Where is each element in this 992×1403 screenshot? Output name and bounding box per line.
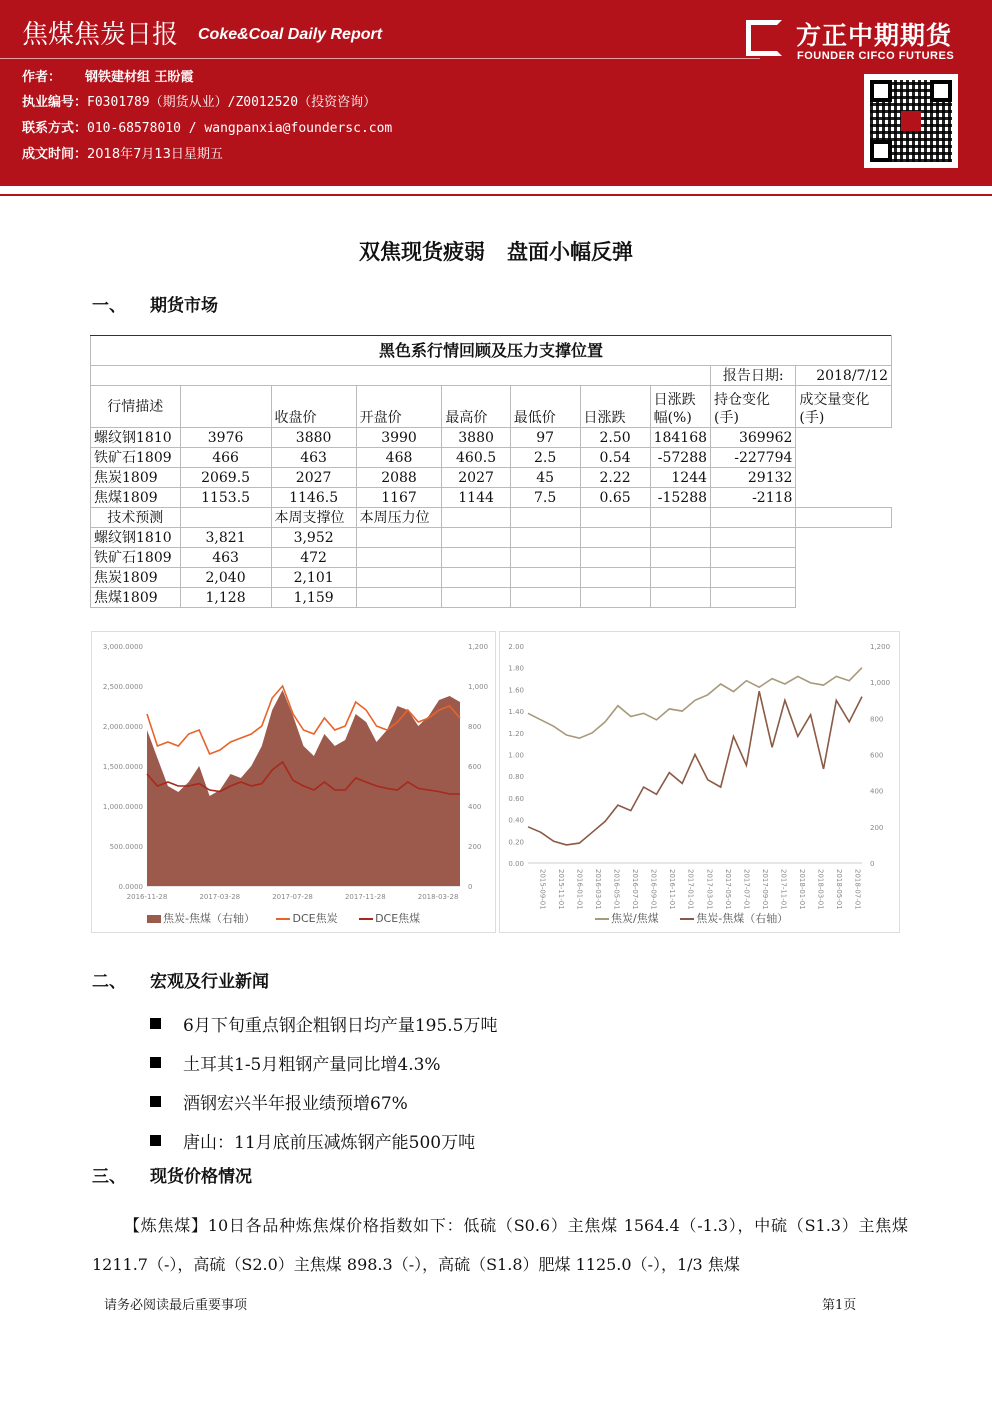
cell-value: 1167 bbox=[356, 488, 442, 508]
table-row bbox=[91, 448, 892, 468]
cell-value: 3,952 bbox=[271, 528, 356, 548]
bullet-icon bbox=[150, 1057, 161, 1068]
y-tick-label: 400 bbox=[870, 787, 884, 796]
series-area bbox=[147, 690, 460, 886]
column-header: 本周压力位 bbox=[356, 508, 442, 528]
cell-value: 468 bbox=[356, 448, 442, 468]
company-name-cn: 方正中期期货 bbox=[796, 21, 953, 50]
bullet-icon bbox=[150, 1018, 161, 1029]
empty-cell bbox=[356, 588, 442, 608]
chart-coke-coal-ratio bbox=[499, 631, 900, 933]
cell-value: 369962 bbox=[711, 428, 796, 448]
empty-cell bbox=[650, 588, 710, 608]
y-tick-label: 0.20 bbox=[508, 838, 524, 847]
cell-value: 2027 bbox=[442, 468, 510, 488]
y-tick-label: 0.60 bbox=[508, 794, 524, 803]
x-tick-label: 2016-07-01 bbox=[631, 869, 640, 910]
legend-item: 焦炭-焦煤（右轴） bbox=[147, 912, 255, 925]
y-tick-label: 500.0000 bbox=[109, 843, 143, 851]
table-title: 黑色系行情回顾及压力支撑位置 bbox=[91, 336, 892, 366]
section-label: 期货市场 bbox=[150, 296, 218, 316]
x-tick-label: 2016-11-01 bbox=[668, 869, 677, 910]
report-date-value: 2018/7/12 bbox=[796, 366, 892, 386]
news-list bbox=[150, 1004, 497, 1160]
x-tick-label: 2016-01-01 bbox=[575, 869, 584, 910]
empty-cell bbox=[711, 528, 796, 548]
cell-value: 3990 bbox=[356, 428, 442, 448]
report-header bbox=[0, 0, 992, 186]
cell-value: 1144 bbox=[442, 488, 510, 508]
news-item: 酒钢宏兴半年报业绩预增67% bbox=[150, 1082, 497, 1121]
y-tick-label: 0.80 bbox=[508, 773, 524, 782]
table-row bbox=[91, 568, 892, 588]
column-header: 最低价 bbox=[510, 386, 580, 428]
empty-cell bbox=[796, 508, 892, 528]
y-tick-label: 0.00 bbox=[508, 860, 524, 868]
x-tick-label: 2017-09-01 bbox=[760, 869, 769, 910]
empty-cell bbox=[442, 568, 510, 588]
contract-name: 焦炭1809 bbox=[91, 468, 181, 488]
x-tick-label: 2018-07-01 bbox=[853, 869, 862, 910]
empty-cell bbox=[510, 508, 580, 528]
empty-cell bbox=[711, 508, 796, 528]
date-value: 2018年7月13日星期五 bbox=[87, 147, 223, 162]
legend-item: DCE焦炭 bbox=[276, 912, 337, 925]
column-header: 成交量变化(手) bbox=[796, 386, 892, 428]
cell-value: 466 bbox=[180, 448, 271, 468]
contract-name: 焦煤1809 bbox=[91, 588, 181, 608]
column-header: 本周支撑位 bbox=[271, 508, 356, 528]
news-item: 唐山：11月底前压减炼钢产能500万吨 bbox=[150, 1121, 497, 1160]
footer-note: 请务必阅读最后重要事项 bbox=[104, 1298, 248, 1313]
cell-value: 45 bbox=[510, 468, 580, 488]
legend-item: 焦炭/焦煤 bbox=[595, 912, 659, 925]
section-heading-futures bbox=[92, 291, 218, 316]
section-number: 三、 bbox=[92, 1167, 126, 1187]
cell-value: 2088 bbox=[356, 468, 442, 488]
y-tick-label: 1.40 bbox=[508, 708, 524, 717]
y-tick-label: 3,000.0000 bbox=[102, 643, 143, 651]
cell-value: 1153.5 bbox=[180, 488, 271, 508]
license-value: F0301789（期货从业）/Z0012520（投资咨询） bbox=[87, 95, 377, 110]
spot-price-paragraph: 【炼焦煤】10日各品种炼焦煤价格指数如下：低硫（S0.6）主焦煤 1564.4（-1.3），中硫（S1.3）主焦煤 1211.7（-），高硫（S2.0）主焦煤 898.3（-），高硫（S1.8）肥煤 1125.0（-），1/3 焦煤 bbox=[92, 1216, 908, 1274]
author-line bbox=[22, 66, 194, 85]
section-heading-news bbox=[92, 967, 269, 992]
cell-value: 2.5 bbox=[510, 448, 580, 468]
header-divider bbox=[0, 58, 760, 59]
y-tick-label: 2,000.0000 bbox=[102, 723, 143, 731]
x-tick-label: 2016-11-28 bbox=[126, 893, 168, 901]
cell-value: 1,128 bbox=[180, 588, 271, 608]
empty-cell bbox=[510, 588, 580, 608]
report-title-cn: 焦煤焦炭日报 bbox=[22, 20, 179, 50]
bullet-icon bbox=[150, 1096, 161, 1107]
cell-value: 184168 bbox=[650, 428, 710, 448]
contact-value: 010-68578010 / wangpanxia@foundersc.com bbox=[87, 121, 393, 136]
x-tick-label: 2017-07-01 bbox=[742, 869, 751, 910]
column-header: 开盘价 bbox=[356, 386, 442, 428]
x-tick-label: 2018-03-28 bbox=[417, 893, 459, 901]
cell-value: 0.65 bbox=[580, 488, 650, 508]
contact-line bbox=[22, 117, 392, 136]
empty-cell bbox=[711, 588, 796, 608]
table-row bbox=[91, 588, 892, 608]
y-tick-label: 600 bbox=[468, 763, 482, 771]
y-tick-label: 1,200 bbox=[468, 643, 489, 651]
x-tick-label: 2017-07-28 bbox=[272, 893, 313, 901]
news-item: 6月下旬重点钢企粗钢日均产量195.5万吨 bbox=[150, 1004, 497, 1043]
cell-value: 2.50 bbox=[580, 428, 650, 448]
chart2-legend bbox=[595, 910, 806, 926]
empty-cell bbox=[442, 588, 510, 608]
cell-value: 1,159 bbox=[271, 588, 356, 608]
x-tick-label: 2017-01-01 bbox=[686, 869, 695, 910]
x-tick-label: 2016-03-01 bbox=[593, 869, 602, 910]
chart-coke-coal-spread bbox=[91, 631, 496, 933]
chart1-svg bbox=[92, 632, 497, 934]
table-row bbox=[91, 428, 892, 448]
y-tick-label: 1.00 bbox=[508, 751, 524, 760]
y-tick-label: 200 bbox=[468, 843, 482, 851]
y-tick-label: 1.20 bbox=[508, 729, 524, 738]
y-tick-label: 1,000 bbox=[870, 679, 891, 688]
cell-value: 7.5 bbox=[510, 488, 580, 508]
cell-value: -227794 bbox=[711, 448, 796, 468]
legend-item: 焦炭-焦煤（右轴） bbox=[680, 912, 788, 925]
x-tick-label: 2016-05-01 bbox=[612, 869, 621, 910]
section-number: 二、 bbox=[92, 972, 126, 992]
empty-cell bbox=[650, 568, 710, 588]
cell-value: 2.22 bbox=[580, 468, 650, 488]
y-tick-label: 200 bbox=[870, 823, 884, 832]
news-item: 土耳其1-5月粗钢产量同比增4.3% bbox=[150, 1043, 497, 1082]
contract-name: 螺纹钢1810 bbox=[91, 428, 181, 448]
contract-name: 铁矿石1809 bbox=[91, 548, 181, 568]
cell-value: 3880 bbox=[442, 428, 510, 448]
company-logo-icon bbox=[746, 20, 782, 56]
column-header: 收盘价 bbox=[271, 386, 356, 428]
license-line bbox=[22, 91, 376, 110]
section-heading-spot bbox=[92, 1162, 252, 1187]
cell-value: 2,040 bbox=[180, 568, 271, 588]
table-row bbox=[91, 468, 892, 488]
y-tick-label: 1,200 bbox=[870, 643, 891, 651]
y-tick-label: 400 bbox=[468, 803, 482, 811]
cell-value: 3,821 bbox=[180, 528, 271, 548]
cell-value: 3880 bbox=[271, 428, 356, 448]
cell-value: 29132 bbox=[711, 468, 796, 488]
empty-cell bbox=[510, 528, 580, 548]
x-tick-label: 2015-11-01 bbox=[556, 869, 565, 910]
empty-cell bbox=[510, 568, 580, 588]
empty-cell bbox=[442, 548, 510, 568]
empty-cell bbox=[650, 548, 710, 568]
table-row bbox=[91, 548, 892, 568]
cell-value: -2118 bbox=[711, 488, 796, 508]
empty-cell bbox=[711, 548, 796, 568]
cell-value: 1244 bbox=[650, 468, 710, 488]
cell-value: 472 bbox=[271, 548, 356, 568]
x-tick-label: 2018-05-01 bbox=[835, 869, 844, 910]
bullet-icon bbox=[150, 1135, 161, 1146]
cell-value: 2,101 bbox=[271, 568, 356, 588]
date-label: 成文时间： bbox=[22, 147, 88, 162]
table-row bbox=[91, 528, 892, 548]
y-tick-label: 0.40 bbox=[508, 816, 524, 825]
cell-value: 2069.5 bbox=[180, 468, 271, 488]
cell-value: -15288 bbox=[650, 488, 710, 508]
empty-cell bbox=[580, 528, 650, 548]
market-table bbox=[90, 335, 892, 608]
qr-code-icon bbox=[864, 74, 958, 168]
section-label: 现货价格情况 bbox=[150, 1167, 252, 1187]
license-label: 执业编号： bbox=[22, 95, 88, 110]
y-tick-label: 600 bbox=[870, 751, 884, 760]
y-tick-label: 1.60 bbox=[508, 686, 524, 695]
column-header: 日涨跌 bbox=[580, 386, 650, 428]
section-label: 宏观及行业新闻 bbox=[150, 972, 269, 992]
table-row bbox=[91, 488, 892, 508]
empty-cell bbox=[580, 548, 650, 568]
chart1-legend bbox=[147, 910, 438, 926]
empty-cell bbox=[650, 528, 710, 548]
y-tick-label: 800 bbox=[870, 715, 884, 724]
cell-value: -57288 bbox=[650, 448, 710, 468]
x-tick-label: 2018-03-01 bbox=[816, 869, 825, 910]
contract-name: 焦煤1809 bbox=[91, 488, 181, 508]
empty-cell bbox=[442, 508, 510, 528]
x-tick-label: 2017-03-28 bbox=[199, 893, 241, 901]
cell-value: 97 bbox=[510, 428, 580, 448]
y-tick-label: 1,500.0000 bbox=[102, 763, 143, 771]
x-tick-label: 2016-09-01 bbox=[649, 869, 658, 910]
empty-cell bbox=[580, 588, 650, 608]
empty-cell bbox=[356, 548, 442, 568]
report-title-en: Coke&Coal Daily Report bbox=[198, 26, 383, 43]
cell-value: 1146.5 bbox=[271, 488, 356, 508]
empty-cell bbox=[580, 568, 650, 588]
group-label-tech: 技术预测 bbox=[91, 508, 181, 528]
y-tick-label: 1.80 bbox=[508, 664, 524, 673]
y-tick-label: 2,500.0000 bbox=[102, 683, 143, 691]
empty-cell bbox=[580, 508, 650, 528]
group-label-market: 行情描述 bbox=[91, 386, 181, 428]
x-tick-label: 2015-09-01 bbox=[538, 869, 547, 910]
contract-name: 螺纹钢1810 bbox=[91, 528, 181, 548]
author-label: 作者： bbox=[22, 70, 62, 85]
cell-value: 0.54 bbox=[580, 448, 650, 468]
section-number: 一、 bbox=[92, 296, 126, 316]
empty-cell bbox=[650, 508, 710, 528]
column-header: 最高价 bbox=[442, 386, 510, 428]
empty-cell bbox=[356, 528, 442, 548]
contract-name: 焦炭1809 bbox=[91, 568, 181, 588]
header-bottom-rule bbox=[0, 194, 992, 196]
column-header: 持仓变化(手) bbox=[711, 386, 796, 428]
report-date-label: 报告日期: bbox=[711, 366, 796, 386]
x-tick-label: 2018-01-01 bbox=[798, 869, 807, 910]
x-tick-label: 2017-11-01 bbox=[779, 869, 788, 910]
series-line bbox=[528, 691, 862, 845]
legend-item: DCE焦煤 bbox=[359, 912, 420, 925]
y-tick-label: 800 bbox=[468, 723, 482, 731]
cell-value: 463 bbox=[271, 448, 356, 468]
x-tick-label: 2017-05-01 bbox=[723, 869, 732, 910]
empty-cell bbox=[510, 548, 580, 568]
y-tick-label: 1,000.0000 bbox=[102, 803, 143, 811]
author-value: 钢铁建材组 王盼霞 bbox=[85, 70, 194, 85]
x-tick-label: 2017-11-28 bbox=[344, 893, 386, 901]
contract-name: 铁矿石1809 bbox=[91, 448, 181, 468]
x-tick-label: 2017-03-01 bbox=[705, 869, 714, 910]
cell-value: 3976 bbox=[180, 428, 271, 448]
y-tick-label: 0.0000 bbox=[118, 883, 143, 891]
page-number: 第1页 bbox=[822, 1298, 857, 1313]
empty-cell bbox=[356, 568, 442, 588]
cell-value: 460.5 bbox=[442, 448, 510, 468]
date-line bbox=[22, 143, 223, 162]
y-tick-label: 0 bbox=[870, 860, 875, 868]
y-tick-label: 2.00 bbox=[508, 643, 524, 651]
empty-cell bbox=[711, 568, 796, 588]
document-title: 双焦现货疲弱 盘面小幅反弹 bbox=[359, 240, 633, 264]
contact-label: 联系方式： bbox=[22, 121, 88, 136]
cell-value: 463 bbox=[180, 548, 271, 568]
series-line bbox=[528, 668, 862, 739]
company-name-en: FOUNDER CIFCO FUTURES bbox=[797, 50, 955, 62]
cell-value: 2027 bbox=[271, 468, 356, 488]
empty-cell bbox=[442, 528, 510, 548]
column-header: 日涨跌幅(%) bbox=[650, 386, 710, 428]
chart2-svg bbox=[500, 632, 901, 934]
y-tick-label: 0 bbox=[468, 883, 473, 891]
y-tick-label: 1,000 bbox=[468, 683, 489, 691]
